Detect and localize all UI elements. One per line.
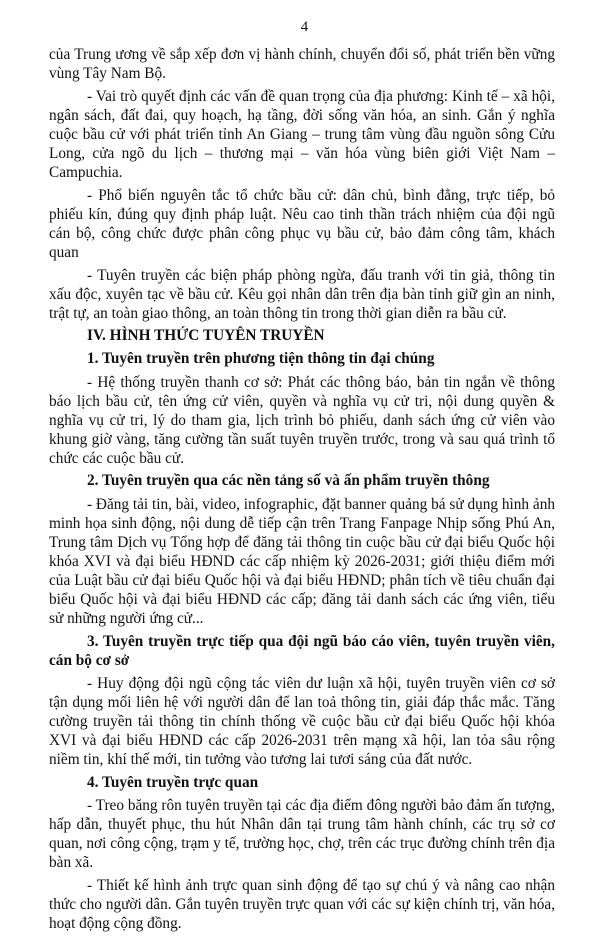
- section-heading-iv: IV. HÌNH THỨC TUYÊN TRUYỀN: [87, 327, 325, 345]
- paragraph-visual-design: - Thiết kế hình ảnh trực quan sinh động để tạo sự chú ý và nâng cao nhận thức cho người dân. Gắn tuyên truyền trực quan với các sự kiện chính trị, văn hóa, hoạt động cộng đồng.: [49, 876, 555, 933]
- subheading-1-mass-media: 1. Tuyên truyền trên phương tiện thông tin đại chúng: [87, 350, 435, 368]
- paragraph-continuation: của Trung ương về sắp xếp đơn vị hành chính, chuyển đổi số, phát triển bền vững vùng Tây Nam Bộ.: [49, 46, 555, 83]
- paragraph-digital-content: - Đăng tải tin, bài, video, infographic, đặt banner quảng bá sử dụng hình ảnh minh họa sinh động, nội dung dễ tiếp cận trên Trang Fanpage Nhịp sống Phú An, Trung tâm Dịch vụ Tổng hợp để đăng tải thông tin cuộc bầu cử đại biểu Quốc hội khóa XVI và đại biểu HĐND các cấp nhiệm kỳ 2026-2031; giới thiệu điểm mới của Luật bầu cử đại biểu Quốc hội và đại biểu HĐND; phân tích về tiêu chuẩn đại biểu Quốc hội và đại biểu HĐND các cấp; đăng tải danh sách các ứng viên, tiểu sử những người ứng cử...: [49, 495, 555, 628]
- subheading-2-digital-platforms: 2. Tuyên truyền qua các nền tảng số và ấn phẩm truyền thông: [87, 472, 490, 490]
- paragraph-local-role: - Vai trò quyết định các vấn đề quan trọng của địa phương: Kinh tế – xã hội, ngân sách, đất đai, quy hoạch, hạ tầng, đời sống văn hóa, an sinh. Gắn ý nghĩa cuộc bầu cử với phát triển tỉnh An Giang – trung tâm vùng đầu nguồn sông Cửu Long, cửa ngõ du lịch – thương mại – văn hóa vùng biên giới Việt Nam – Campuchia.: [49, 87, 555, 182]
- document-body: [49, 45, 555, 937]
- subheading-4-visual: 4. Tuyên truyền trực quan: [87, 773, 259, 791]
- paragraph-collaborators: - Huy động đội ngũ cộng tác viên dư luận xã hội, tuyên truyền viên cơ sở tận dụng mối liên hệ với người dân để lan toả thông tin, giải đáp thắc mắc. Tăng cường truyền tải thông tin chính thống về cuộc bầu cử đại biểu Quốc hội khóa XVI và đại biểu HĐND các cấp 2026-2031 trên mạng xã hội, lan tỏa sâu rộng niềm tin, khí thế mới, tin tưởng vào tương lai tươi sáng của đất nước.: [49, 674, 555, 769]
- page-number: 4: [300, 19, 309, 35]
- paragraph-fake-news-prevention: - Tuyên truyền các biện pháp phòng ngừa, đấu tranh với tin giả, thông tin xấu độc, xuyên tạc về bầu cử. Kêu gọi nhân dân trên địa bàn tỉnh giữ gìn an ninh, trật tự, an toàn giao thông, an toàn thông tin trong thời gian diễn ra bầu cử.: [49, 266, 555, 322]
- paragraph-election-principles: - Phổ biến nguyên tắc tổ chức bầu cử: dân chủ, bình đẳng, trực tiếp, bỏ phiếu kín, đúng quy định pháp luật. Nêu cao tinh thần trách nhiệm của đội ngũ cán bộ, công chức được phân công phục vụ bầu cử, bảo đảm công tâm, khách quan: [49, 186, 555, 261]
- paragraph-radio-system: - Hệ thống truyền thanh cơ sở: Phát các thông báo, bản tin ngắn về thông báo lịch bầu cử, tên ứng cử viên, quyền và nghĩa vụ cử tri, nội dung quyền & nghĩa vụ cử tri, lý do tham gia, lịch trình bỏ phiếu, danh sách ứng cử viên vào khung giờ vàng, tăng cường tần suất tuyên truyền trước, trong và sau quá trình tổ chức các cuộc bầu cử.: [49, 373, 555, 467]
- paragraph-banners: - Treo băng rôn tuyên truyền tại các địa điểm đông người bảo đảm ấn tượng, hấp dẫn, thuyết phục, thu hút Nhân dân tại trung tâm hành chính, các trụ sở cơ quan, nơi công cộng, trạm y tế, trường học, chợ, trên các trục đường chính trên địa bàn xã.: [49, 796, 555, 872]
- subheading-3-direct-outreach: 3. Tuyên truyền trực tiếp qua đội ngũ báo cáo viên, tuyên truyền viên, cán bộ cơ sở: [49, 632, 555, 669]
